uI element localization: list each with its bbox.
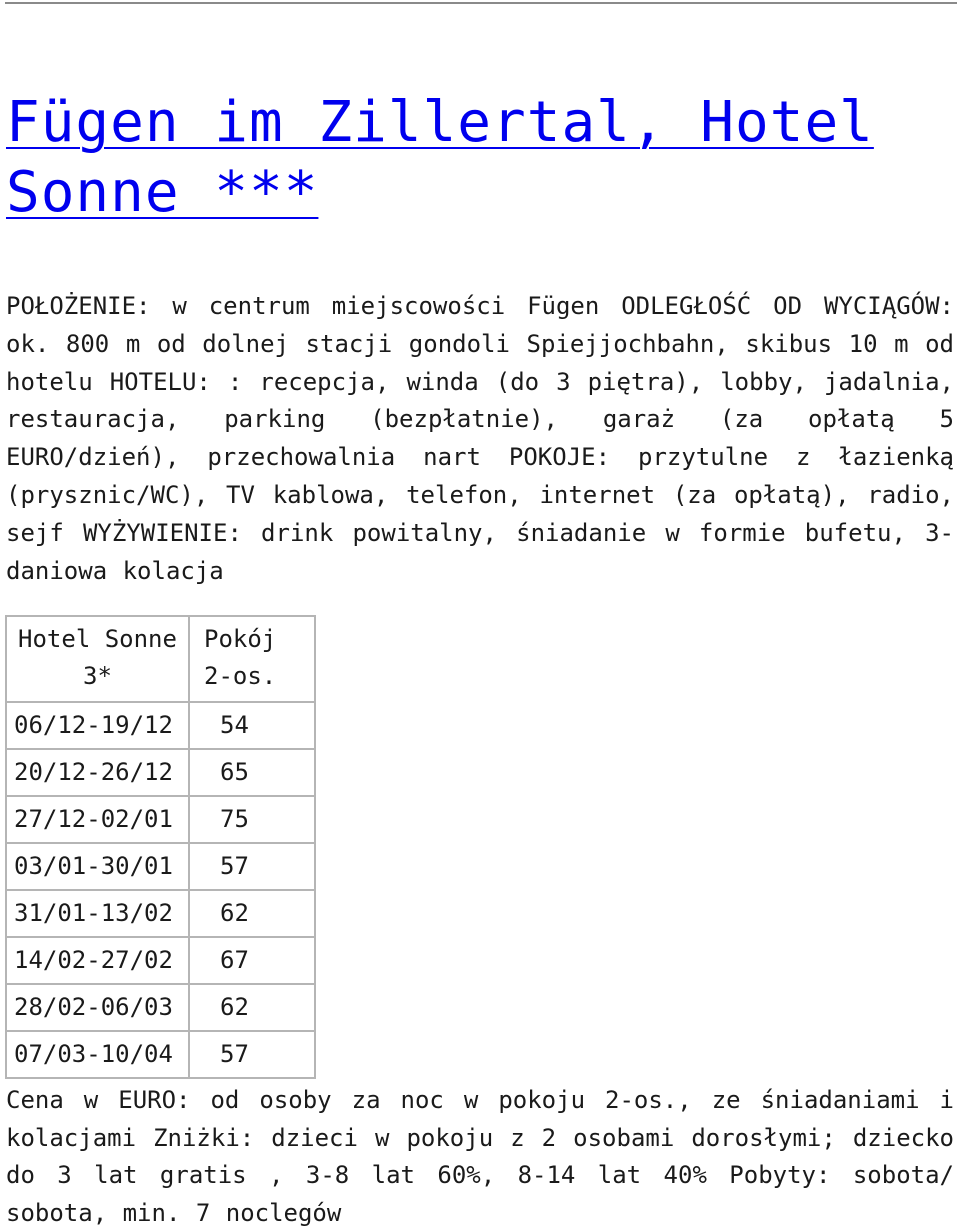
period-cell: 03/01-30/01 bbox=[6, 843, 189, 890]
period-cell: 28/02-06/03 bbox=[6, 984, 189, 1031]
price-cell: 62 bbox=[189, 890, 315, 937]
table-row bbox=[6, 702, 315, 749]
price-cell: 57 bbox=[189, 1031, 315, 1078]
price-cell: 54 bbox=[189, 702, 315, 749]
period-cell: 06/12-19/12 bbox=[6, 702, 189, 749]
table-row bbox=[6, 796, 315, 843]
pricing-notes: Cena w EURO: od osoby za noc w pokoju 2-os., ze śniadaniami i kolacjami Zniżki: dzieci w pokoju z 2 osobami dorosłymi; dziecko do 3 lat gratis , 3-8 lat 60%, 8-14 lat 40% Pobyty: sobota/ sobota, min. 7 noclegów bbox=[6, 1086, 954, 1227]
price-table bbox=[5, 615, 316, 1079]
header-room: Pokój 2-os. bbox=[189, 616, 315, 702]
top-divider bbox=[5, 2, 957, 4]
title-link[interactable]: Fügen im Zillertal, Hotel Sonne *** bbox=[6, 90, 874, 225]
price-cell: 65 bbox=[189, 749, 315, 796]
page-title bbox=[6, 88, 956, 228]
table-row bbox=[6, 749, 315, 796]
price-table-header-row bbox=[6, 616, 315, 702]
price-cell: 57 bbox=[189, 843, 315, 890]
period-cell: 20/12-26/12 bbox=[6, 749, 189, 796]
table-row bbox=[6, 890, 315, 937]
table-row bbox=[6, 1031, 315, 1078]
header-hotel: Hotel Sonne 3* bbox=[6, 616, 189, 702]
price-cell: 67 bbox=[189, 937, 315, 984]
period-cell: 14/02-27/02 bbox=[6, 937, 189, 984]
hotel-description: POŁOŻENIE: w centrum miejscowości Fügen ODLEGŁOŚĆ OD WYCIĄGÓW: ok. 800 m od dolnej stacji gondoli Spiejjochbahn, skibus 10 m od hotelu HOTELU: : recepcja, winda (do 3 piętra), lobby, jadalnia, restauracja, parking (bezpłatnie), garaż (za opłatą 5 EURO/dzień), przechowalnia nart POKOJE: przytulne z łazienką (prysznic/WC), TV kablowa, telefon, internet (za opłatą), radio, sejf WYŻYWIENIE: drink powitalny, śniadanie w formie bufetu, 3-daniowa kolacja bbox=[6, 292, 954, 585]
period-cell: 27/12-02/01 bbox=[6, 796, 189, 843]
table-row bbox=[6, 843, 315, 890]
price-cell: 75 bbox=[189, 796, 315, 843]
period-cell: 31/01-13/02 bbox=[6, 890, 189, 937]
period-cell: 07/03-10/04 bbox=[6, 1031, 189, 1078]
table-row bbox=[6, 937, 315, 984]
price-cell: 62 bbox=[189, 984, 315, 1031]
table-row bbox=[6, 984, 315, 1031]
